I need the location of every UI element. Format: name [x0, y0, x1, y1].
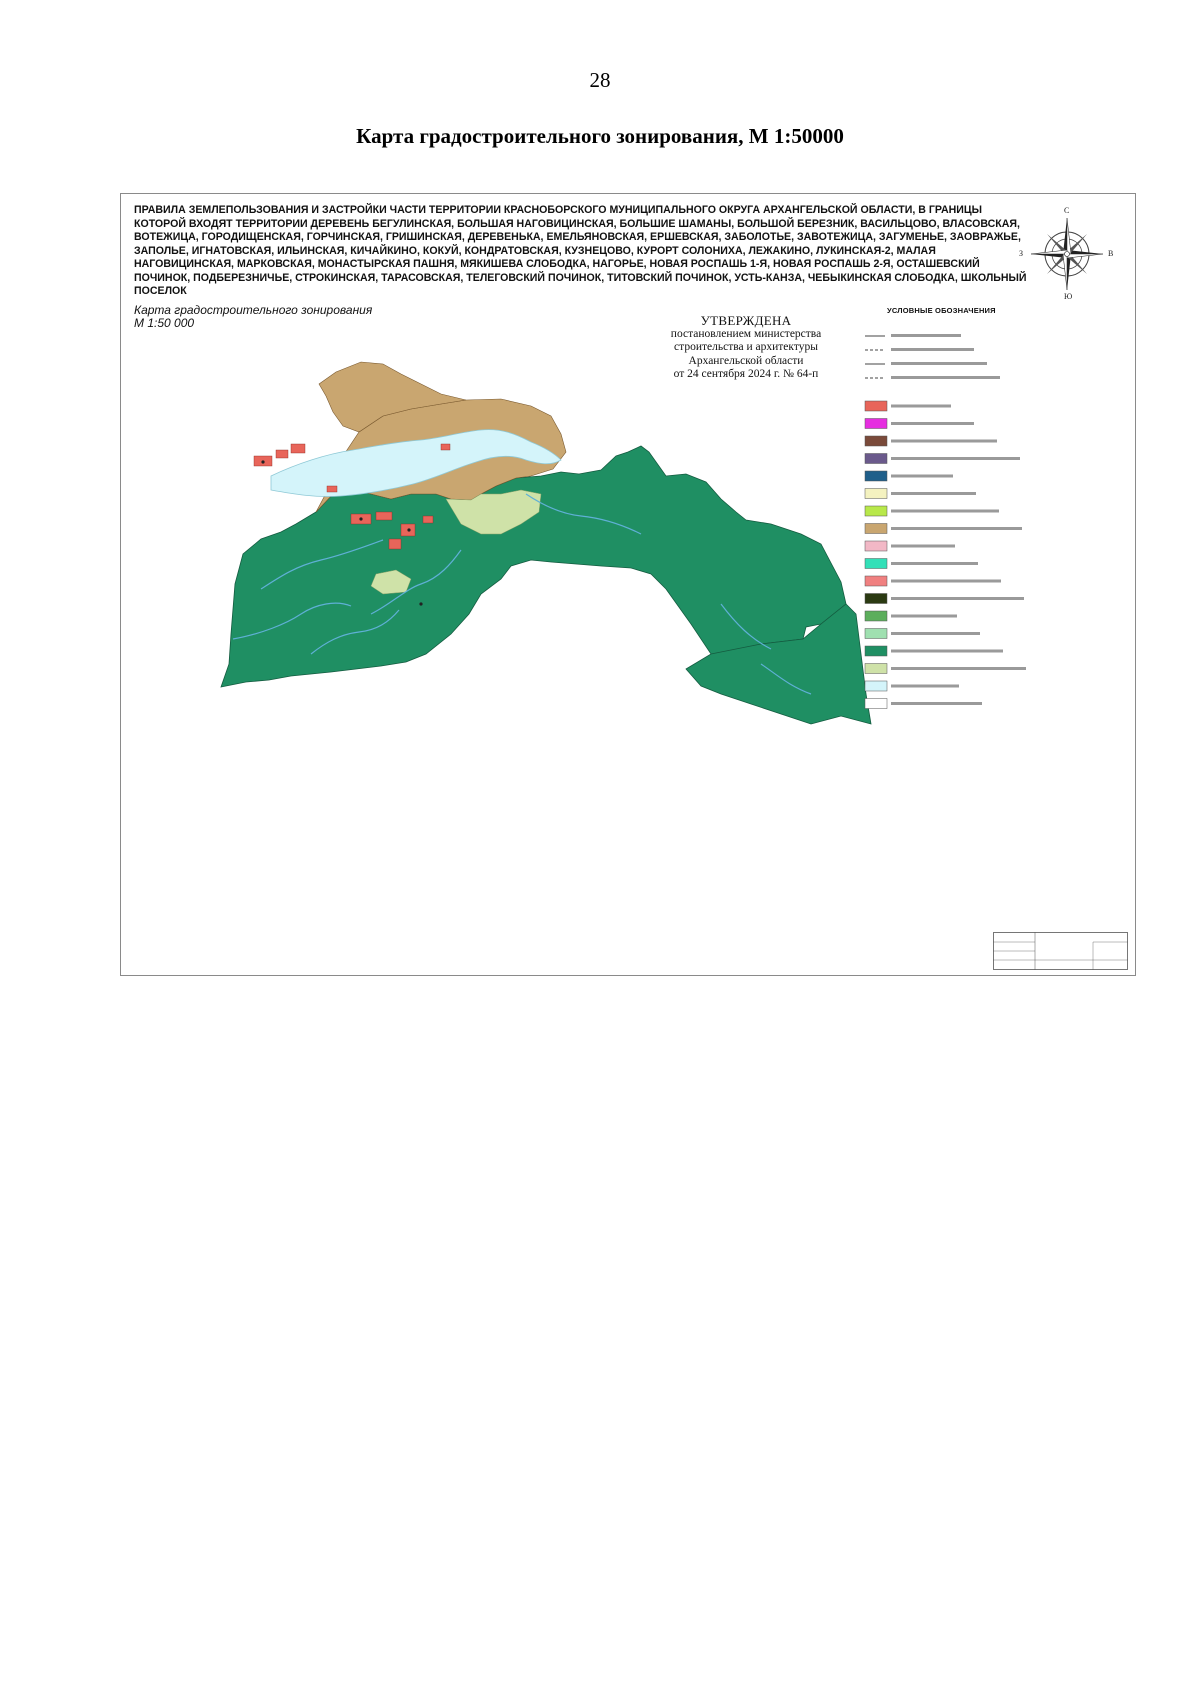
legend-swatch — [865, 489, 887, 499]
compass-west-label: З — [1019, 249, 1024, 258]
approval-date: от 24 сентября 2024 г. № 64-п — [673, 368, 819, 380]
approval-line: строительства и архитектуры — [674, 341, 818, 353]
legend-swatch — [865, 664, 887, 674]
legend-entry-text — [891, 457, 1020, 460]
title-block — [993, 932, 1128, 970]
legend-swatch — [865, 541, 887, 551]
document-heading: Карта градостроительного зонирования, М 1:50000 — [356, 124, 844, 148]
legend-heading: УСЛОВНЫЕ ОБОЗНАЧЕНИЯ — [887, 306, 996, 315]
legend-entry-text — [891, 492, 976, 495]
legend-entry-text — [891, 510, 999, 513]
legend-entry-text — [891, 667, 1026, 670]
legend-entry-text — [891, 685, 959, 688]
map-sheet — [120, 193, 1136, 976]
legend-swatch — [865, 611, 887, 621]
legend-entry-text — [891, 650, 1003, 653]
legend-entry-text — [891, 362, 987, 365]
compass-east-label: В — [1108, 249, 1114, 258]
map-caption-title: Карта градостроительного зонирования — [134, 303, 373, 317]
legend-entry-text — [891, 440, 997, 443]
legend-entry-text — [891, 348, 974, 351]
legend-swatch — [865, 681, 887, 691]
legend-swatch — [865, 454, 887, 464]
legend-entry-text — [891, 405, 951, 408]
legend-swatch — [865, 401, 887, 411]
legend-entry-text — [891, 334, 961, 337]
legend-entry-text — [891, 632, 980, 635]
legend-entry-text — [891, 597, 1024, 600]
legend-swatch — [865, 506, 887, 516]
legend-swatch — [865, 629, 887, 639]
legend-swatch — [865, 646, 887, 656]
legend-swatch — [865, 559, 887, 569]
legend-swatch — [865, 699, 887, 709]
legend-swatch — [865, 594, 887, 604]
legend-entry-text — [891, 580, 1001, 583]
sheet-title: ПРАВИЛА ЗЕМЛЕПОЛЬЗОВАНИЯ И ЗАСТРОЙКИ ЧАСТИ ТЕРРИТОРИИ КРАСНОБОРСКОГО МУНИЦИПАЛЬНОГО ОКРУГА АРХАНГЕЛЬСКОЙ ОБЛАСТИ, В ГРАНИЦЫ КОТОРОЙ ВХОДЯТ ТЕРРИТОРИИ ДЕРЕВЕНЬ БЕГУЛИНСКАЯ, БОЛЬШАЯ НАГОВИЦИНСКАЯ, БОЛЬШИЕ ШАМАНЫ, БОЛЬШОЙ БЕРЕЗНИК, ВАСИЛЬЦОВО, ВЛАСОВСКАЯ, ВОТЕЖИЦА, ГОРОДИЩЕНСКАЯ, ГОРЧИНСКАЯ, ГРИШИНСКАЯ, ДЕРЕВЕНЬКА, ЕМЕЛЬЯНОВСКАЯ, ЕРШЕВСКАЯ, ЗАБОЛОТЬЕ, ЗАВОТЕЖИЦА, ЗАГУМЕНЬЕ, ЗАОВРАЖЬЕ, ЗАПОЛЬЕ, ИГНАТОВСКАЯ, ИЛЬИНСКАЯ, КИЧАЙКИНО, КОКУЙ, КОНДРАТОВСКАЯ, КУЗНЕЦОВО, КУРОРТ СОЛОНИХА, ЛЕЖАКИНО, ЛУКИНСКАЯ-2, МАЛАЯ НАГОВИЦИНСКАЯ, МАРКОВСКАЯ, МОНАСТЫРСКАЯ ПАШНЯ, МЯКИШЕВА СЛОБОДКА, НАГОРЬЕ, НОВАЯ РОСПАШЬ 1-Я, НОВАЯ РОСПАШЬ 2-Я, ОСТАШЕВСКИЙ ПОЧИНОК, ПОДБЕРЕЗНИЧЬЕ, СТРОКИНСКАЯ, ТАРАСОВСКАЯ, ТЕЛЕГОВСКИЙ ПОЧИНОК, ТИТОВСКИЙ ПОЧИНОК, УСТЬ-КАНЗА, ЧЕБЫКИНСКАЯ СЛОБОДКА, ШКОЛЬНЫЙ ПОСЕЛОК — [134, 204, 1027, 297]
legend-swatch — [865, 471, 887, 481]
legend-entry-text — [891, 376, 1000, 379]
map-caption-scale: М 1:50 000 — [134, 316, 195, 330]
approval-title: УТВЕРЖДЕНА — [700, 313, 792, 328]
approval-line: Архангельской области — [688, 354, 804, 367]
legend-swatch — [865, 436, 887, 446]
legend-entry-text — [891, 562, 978, 565]
legend-entry-text — [891, 615, 957, 618]
approval-line: постановлением министерства — [670, 327, 822, 340]
legend-swatches — [863, 306, 1113, 736]
legend-entry-text — [891, 475, 953, 478]
legend-entry-text — [891, 702, 982, 705]
legend-entry-text — [891, 422, 974, 425]
page-number: 28 — [589, 68, 611, 92]
legend-swatch — [865, 576, 887, 586]
legend-entry-text — [891, 527, 1022, 530]
legend-swatch — [865, 524, 887, 534]
legend-swatch — [865, 419, 887, 429]
compass-south-label: Ю — [1064, 292, 1073, 301]
compass-north-label: С — [1064, 206, 1070, 215]
legend-entry-text — [891, 545, 955, 548]
